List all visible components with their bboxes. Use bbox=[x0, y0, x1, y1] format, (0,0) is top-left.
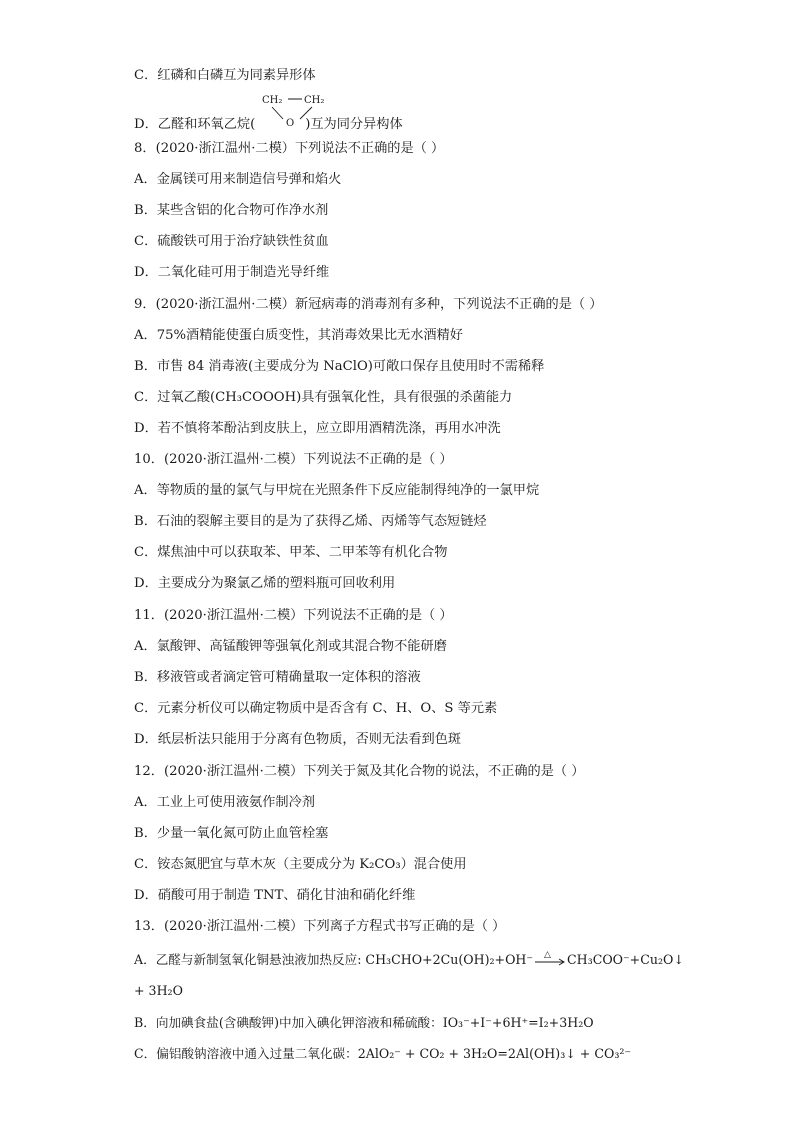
q8-option-c: C．硫酸铁可用于治疗缺铁性贫血 bbox=[134, 234, 329, 249]
q9-option-c: C．过氧乙酸(CH₃COOOH)具有强氧化性，具有很强的杀菌能力 bbox=[134, 390, 513, 405]
q9-stem: 9．(2020·浙江温州·二模）新冠病毒的消毒剂有多种，下列说法不正确的是（ ） bbox=[134, 297, 603, 312]
q9-option-d: D．若不慎将苯酚沾到皮肤上，应立即用酒精洗涤，再用水冲洗 bbox=[134, 421, 501, 436]
q7-option-d-prefix: D．乙醛和环氧乙烷( bbox=[134, 117, 256, 132]
mol-ch2-right: CH₂ bbox=[304, 95, 325, 106]
q8-stem: 8．(2020·浙江温州·二模）下列说法不正确的是（ ） bbox=[134, 141, 445, 156]
q13-option-a bbox=[134, 951, 684, 969]
mol-bond-right bbox=[300, 107, 312, 119]
q12-stem: 12．(2020·浙江温州·二模）下列关于氮及其化合物的说法，不正确的是（ ） bbox=[134, 764, 585, 779]
q10-option-a: A．等物质的量的氯气与甲烷在光照条件下反应能制得纯净的一氯甲烷 bbox=[134, 483, 540, 498]
heat-arrow bbox=[533, 952, 567, 966]
ethylene-oxide-structure bbox=[258, 91, 338, 131]
q13-option-b: B．向加碘食盐(含碘酸钾)中加入碘化钾溶液和稀硫酸：IO₃⁻+I⁻+6H⁺=I₂+3H₂O bbox=[134, 1015, 594, 1030]
q9-option-a: A．75%酒精能使蛋白质变性，其消毒效果比无水酒精好 bbox=[134, 328, 463, 343]
q13-option-a-prefix: A．乙醛与新制氢氧化铜悬浊液加热反应: CH₃CHO+2Cu(OH)₂+OH⁻ bbox=[134, 952, 534, 967]
delta-symbol: △ bbox=[544, 950, 551, 960]
q10-stem: 10．(2020·浙江温州·二模）下列说法不正确的是（ ） bbox=[134, 452, 453, 467]
mol-ch2-left: CH₂ bbox=[262, 95, 283, 106]
q8-option-d: D．二氧化硅可用于制造光导纤维 bbox=[134, 265, 330, 280]
q10-option-c: C．煤焦油中可以获取苯、甲苯、二甲苯等有机化合物 bbox=[134, 545, 448, 560]
q7-option-c: C．红磷和白磷互为同素异形体 bbox=[134, 68, 316, 83]
mol-oxygen: O bbox=[286, 118, 295, 129]
q11-option-d: D．纸层析法只能用于分离有色物质，否则无法看到色斑 bbox=[134, 732, 462, 747]
q11-stem: 11．(2020·浙江温州·二模）下列说法不正确的是（ ） bbox=[134, 608, 453, 623]
q12-option-a: A．工业上可使用液氨作制冷剂 bbox=[134, 795, 315, 810]
q11-option-a: A．氯酸钾、高锰酸钾等强氧化剂或其混合物不能研磨 bbox=[134, 639, 447, 654]
q11-option-b: B．移液管或者滴定管可精确量取一定体积的溶液 bbox=[134, 670, 421, 685]
mol-bond-left bbox=[272, 107, 283, 119]
q13-option-c: C．偏铝酸钠溶液中通入过量二氧化碳：2AlO₂⁻ + CO₂ + 3H₂O=2Al(OH)₃↓ + CO₃²⁻ bbox=[134, 1046, 632, 1061]
q12-option-c: C．铵态氮肥宜与草木灰（主要成分为 K₂CO₃）混合使用 bbox=[134, 857, 467, 872]
q13-option-a-continued: + 3H₂O bbox=[134, 983, 183, 998]
q13-option-a-suffix: CH₃COO⁻+Cu₂O↓ bbox=[567, 952, 684, 967]
q8-option-b: B．某些含铝的化合物可作净水剂 bbox=[134, 203, 329, 218]
q12-option-d: D．硝酸可用于制造 TNT、硝化甘油和硝化纤维 bbox=[134, 888, 416, 903]
q12-option-b: B．少量一氧化氮可防止血管栓塞 bbox=[134, 826, 329, 841]
q10-option-b: B．石油的裂解主要目的是为了获得乙烯、丙烯等气态短链烃 bbox=[134, 514, 487, 529]
q11-option-c: C．元素分析仪可以确定物质中是否含有 C、H、O、S 等元素 bbox=[134, 701, 498, 716]
q13-stem: 13．(2020·浙江温州·二模）下列离子方程式书写正确的是（ ） bbox=[134, 919, 506, 934]
q10-option-d: D．主要成分为聚氯乙烯的塑料瓶可回收利用 bbox=[134, 576, 396, 591]
q8-option-a: A．金属镁可用来制造信号弹和焰火 bbox=[134, 172, 342, 187]
q9-option-b: B．市售 84 消毒液(主要成分为 NaClO)可敞口保存且使用时不需稀释 bbox=[134, 359, 545, 374]
q7-option-d-suffix: )互为同分异构体 bbox=[305, 117, 403, 132]
